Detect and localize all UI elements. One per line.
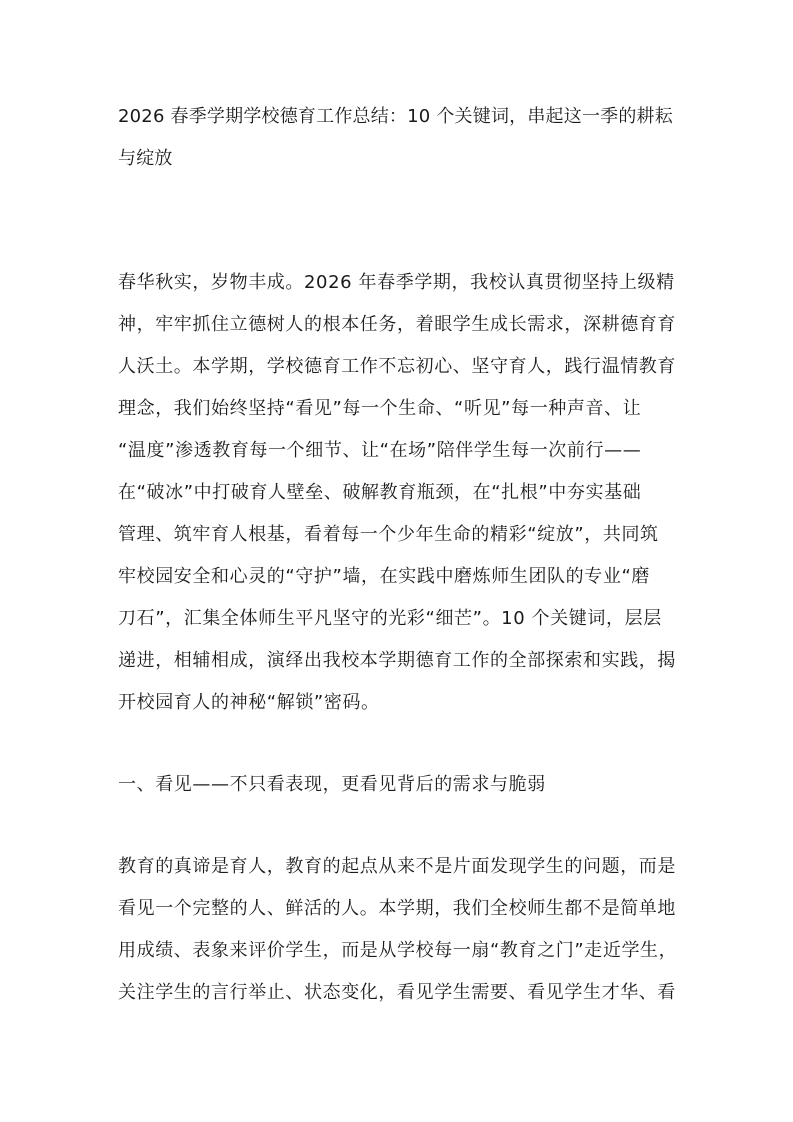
document-title-line-1: 2026 春季学期学校德育工作总结：10 个关键词，串起这一季的耕耘 <box>118 106 673 127</box>
section-paragraph-line: 教育的真谛是育人，教育的起点从来不是片面发现学生的问题，而是 <box>118 856 676 877</box>
section-paragraph-line: 用成绩、表象来评价学生，而是从学校每一扇“教育之门”走近学生， <box>118 940 678 961</box>
intro-paragraph-line: 春华秋实，岁物丰成。2026 年春季学期，我校认真贯彻坚持上级精 <box>118 272 675 293</box>
section-paragraph-line: 关注学生的言行举止、状态变化，看见学生需要、看见学生才华、看 <box>118 982 676 1003</box>
intro-paragraph-line: 神，牢牢抓住立德树人的根本任务，着眼学生成长需求，深耕德育育 <box>118 314 676 335</box>
intro-paragraph-line: 管理、筑牢育人根基，看着每一个少年生命的精彩“绽放”，共同筑 <box>118 524 659 545</box>
intro-paragraph-line: 在“破冰”中打破育人壁垒、破解教育瓶颈，在“扎根”中夯实基础 <box>118 482 642 503</box>
document-title-line-2: 与绽放 <box>118 148 173 169</box>
intro-paragraph-line: 人沃土。本学期，学校德育工作不忘初心、坚守育人，践行温情教育 <box>118 356 676 377</box>
intro-paragraph-line: 牢校园安全和心灵的“守护”墙，在实践中磨炼师生团队的专业“磨 <box>118 566 650 587</box>
section-paragraph-line: 看见一个完整的人、鲜活的人。本学期，我们全校师生都不是简单地 <box>118 898 676 919</box>
intro-paragraph-line: 理念，我们始终坚持“看见”每一个生命、“听见”每一种声音、让 <box>118 398 642 419</box>
section-heading: 一、看见——不只看表现，更看见背后的需求与脆弱 <box>118 774 546 795</box>
intro-paragraph-line: 开校园育人的神秘“解锁”密码。 <box>118 692 380 713</box>
intro-paragraph-line: 刀石”，汇集全体师生平凡坚守的光彩“细芒”。10 个关键词，层层 <box>118 608 662 629</box>
intro-paragraph-line: 递进，相辅相成，演绎出我校本学期德育工作的全部探索和实践，揭 <box>118 650 676 671</box>
intro-paragraph-line: “温度”渗透教育每一个细节、让“在场”陪伴学生每一次前行—— <box>118 440 642 461</box>
